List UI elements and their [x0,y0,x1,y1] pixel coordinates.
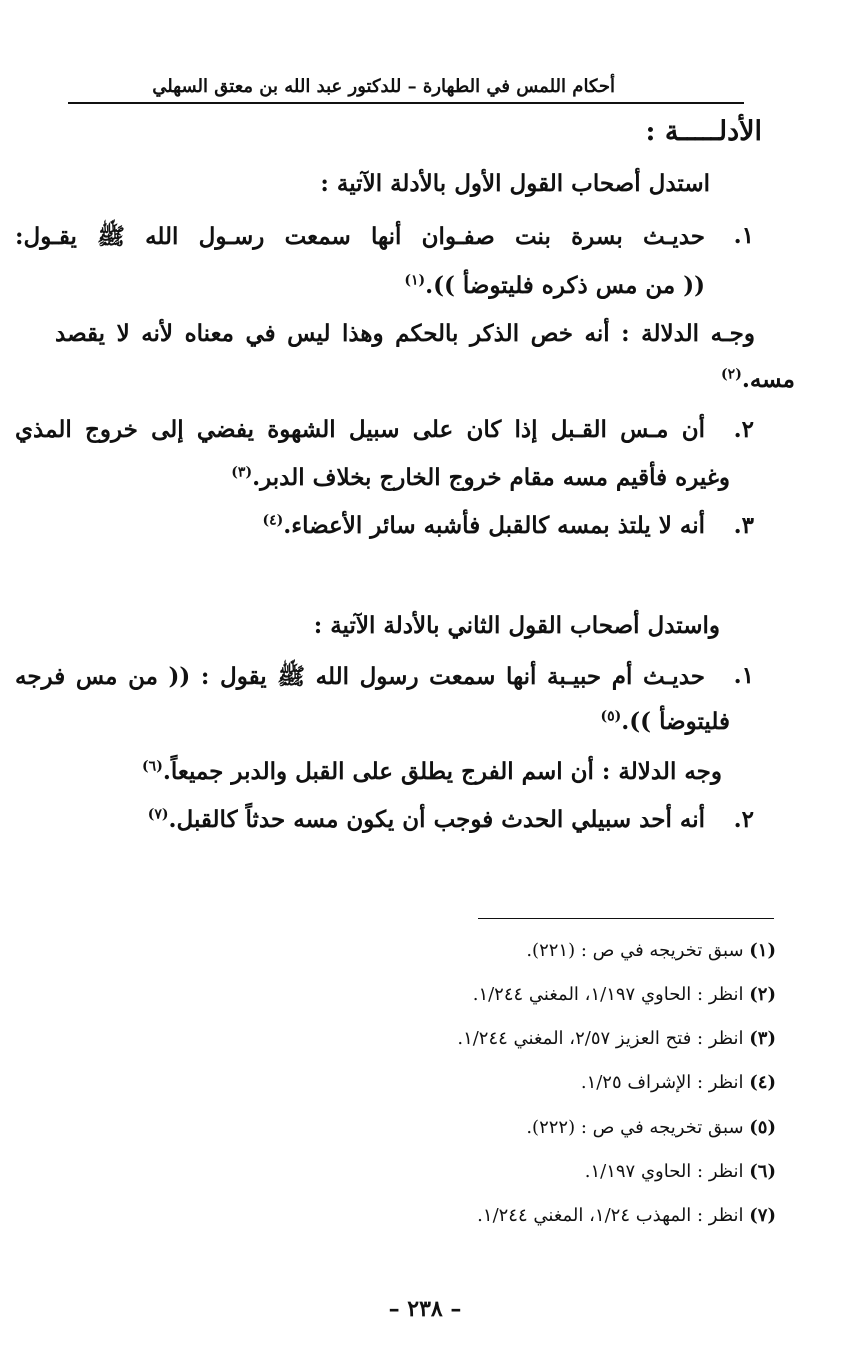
first-evidence-text: مسه. [741,366,795,393]
section-title: الأدلـــــة : [645,116,762,147]
running-header: أحكام اللمس في الطهارة – للدكتور عبد الله بن معتق السهلي [152,76,615,97]
footnote-7-number: (٧) [749,1205,776,1226]
second-item2-text: أنه أحد سبيلي الحدث فوجب أن يكون مسه حدثاً كالقبل. [168,806,705,833]
second-evidence-line1 [142,758,722,785]
footnote-4-text: انظر : الإشراف ١/٢٥. [580,1072,744,1093]
first-evidence-line2 [721,366,795,393]
footnote-3-text: انظر : فتح العزيز ٢/٥٧، المغني ١/٢٤٤. [457,1028,744,1049]
footnote-ref-6: (٦) [142,758,163,775]
footnote-1-number: (١) [749,940,776,961]
footnote-ref-5: (٥) [600,708,622,725]
page-number: – ٢٣٨ – [388,1296,462,1322]
footnote-ref-4: (٤) [262,512,284,529]
footnote-6-text: انظر : الحاوي ١/١٩٧. [584,1161,744,1182]
first-item3-text: أنه لا يلتذ بمسه كالقبل فأشبه سائر الأعضاء. [283,512,705,539]
footnote-ref-2: (٢) [721,366,742,383]
first-evidence-line1: وجـه الدلالة : أنه خص الذكر بالحكم وهذا ليس في معناه لأنه لا يقصد [55,320,755,347]
footnote-5-text: سبق تخريجه في ص : (٢٢٢). [526,1117,744,1138]
first-item1-line1: حديـث بسرة بنت صفـوان أنها سمعت رسـول الله ﷺ يقـول: [15,223,705,250]
first-opinion-intro: استدل أصحاب القول الأول بالأدلة الآتية : [320,170,710,197]
footnote-2-number: (٢) [749,984,776,1005]
second-item2-number: ٢. [733,806,754,833]
footnote-2-text: انظر : الحاوي ١/١٩٧، المغني ١/٢٤٤. [472,984,744,1005]
second-item1-line1: حديـث أم حبيـبة أنها سمعت رسول الله ﷺ يقول : (( من مس فرجه [15,663,705,690]
first-item2-text: وغيره فأقيم مسه مقام خروج الخارج بخلاف الدبر. [252,464,730,491]
footnote-1-text: سبق تخريجه في ص : (٢٢١). [526,940,744,961]
footnote-ref-3: (٣) [231,464,253,481]
second-opinion-intro: واستدل أصحاب القول الثاني بالأدلة الآتية : [313,612,720,639]
footnote-3 [457,1028,776,1049]
first-item2-number: ٢. [733,416,754,443]
footnote-4 [581,1072,776,1093]
footnote-2 [473,984,776,1005]
footnote-7 [477,1205,776,1226]
second-item1-quote: فليتوضأ )). [621,708,730,735]
footnote-7-text: انظر : المهذب ١/٢٤، المغني ١/٢٤٤. [477,1205,744,1226]
footnote-6 [585,1161,776,1182]
first-item1-quote: (( من مس ذكره فليتوضأ )). [425,272,705,299]
footnote-3-number: (٣) [749,1028,776,1049]
second-item1-line2 [601,708,730,735]
second-item1-number: ١. [733,662,754,689]
footnote-6-number: (٦) [749,1161,776,1182]
footnote-ref-1: (١) [404,272,426,289]
header-divider [68,102,744,104]
footnote-4-number: (٤) [749,1072,776,1093]
first-item1-line2 [404,272,705,299]
second-item2-line1 [148,806,705,833]
footnote-1 [526,940,776,961]
first-item3-number: ٣. [733,512,754,539]
second-evidence-text: وجه الدلالة : أن اسم الفرج يطلق على القبل والدبر جميعاً. [162,758,722,785]
first-item3-line1 [262,512,705,539]
footnote-5-number: (٥) [749,1117,776,1138]
first-item2-line1: أن مـس القـبل إذا كان على سبيل الشهوة يفضي إلى خروج المذي [15,416,705,443]
first-item1-number: ١. [733,222,754,249]
footnote-ref-7: (٧) [147,806,169,823]
first-item2-line2 [231,464,730,491]
footnote-divider [478,918,774,919]
footnote-5 [526,1117,776,1138]
